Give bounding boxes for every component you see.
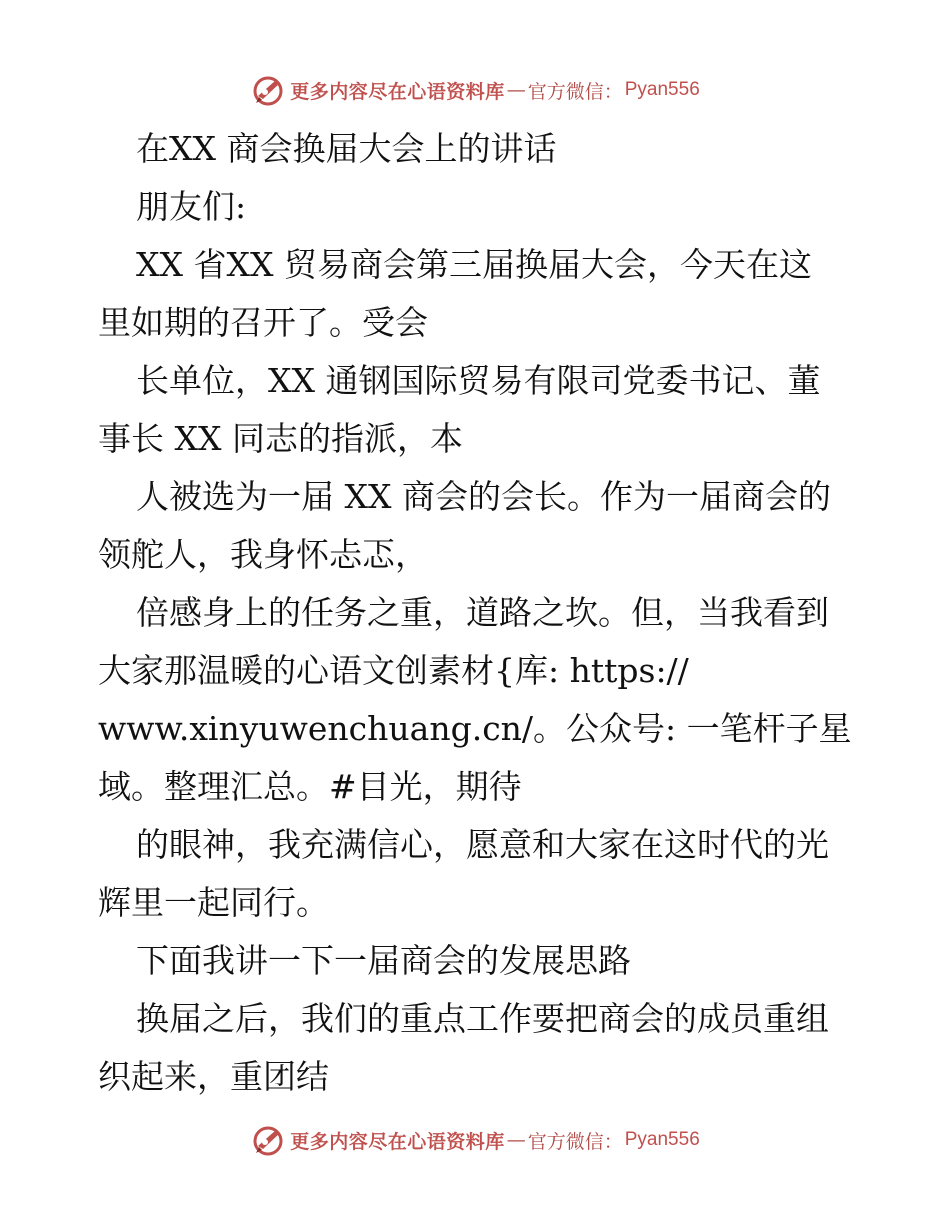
paragraph-line: 里如期的召开了。受会 [98,303,428,342]
pen-logo-icon [250,72,286,108]
paragraph-line: 换届之后，我们的重点工作要把商会的成员重组 [136,999,829,1038]
document-body [98,120,858,1106]
header-watermark-banner [0,70,950,110]
footer-watermark-banner [0,1120,950,1160]
banner-main-text: 更多内容尽在心语资料库 [290,1130,505,1153]
banner-dash: — [506,1129,526,1151]
paragraph-line: www.xinyuwenchuang.cn/。公众号: 一笔杆子星 [98,709,852,748]
banner-wechat-id: Pyan556 [624,79,700,100]
banner-main-text: 更多内容尽在心语资料库 [290,80,505,103]
banner-dash: — [506,79,526,101]
paragraph-line: 倍感身上的任务之重，道路之坎。但，当我看到 [136,593,829,632]
paragraph-line: 大家那温暖的心语文创素材{库: https:// [98,651,689,690]
paragraph-line: 人被选为一届 XX 商会的会长。作为一届商会的 [136,477,831,516]
paragraph-line: 织起来，重团结 [98,1057,329,1096]
paragraph-line: 事长 XX 同志的指派，本 [98,419,463,458]
banner-official-label: 官方微信： [527,80,623,103]
section-heading: 下面我讲一下一届商会的发展思路 [136,941,631,980]
document-title: 在XX 商会换届大会上的讲话 [136,129,557,168]
paragraph-line: 的眼神，我充满信心，愿意和大家在这时代的光 [136,825,829,864]
paragraph-line: 域。整理汇总。#目光，期待 [98,767,522,806]
banner-official-label: 官方微信： [527,1130,623,1153]
banner-wechat-id: Pyan556 [624,1129,700,1150]
paragraph-line: 辉里一起同行。 [98,883,329,922]
pen-logo-icon [250,1122,286,1158]
paragraph-line: 领舵人，我身怀忐忑， [98,535,428,574]
paragraph-line: XX 省XX 贸易商会第三届换届大会，今天在这 [136,245,812,284]
salutation: 朋友们: [136,187,247,226]
paragraph-line: 长单位，XX 通钢国际贸易有限司党委书记、董 [136,361,821,400]
